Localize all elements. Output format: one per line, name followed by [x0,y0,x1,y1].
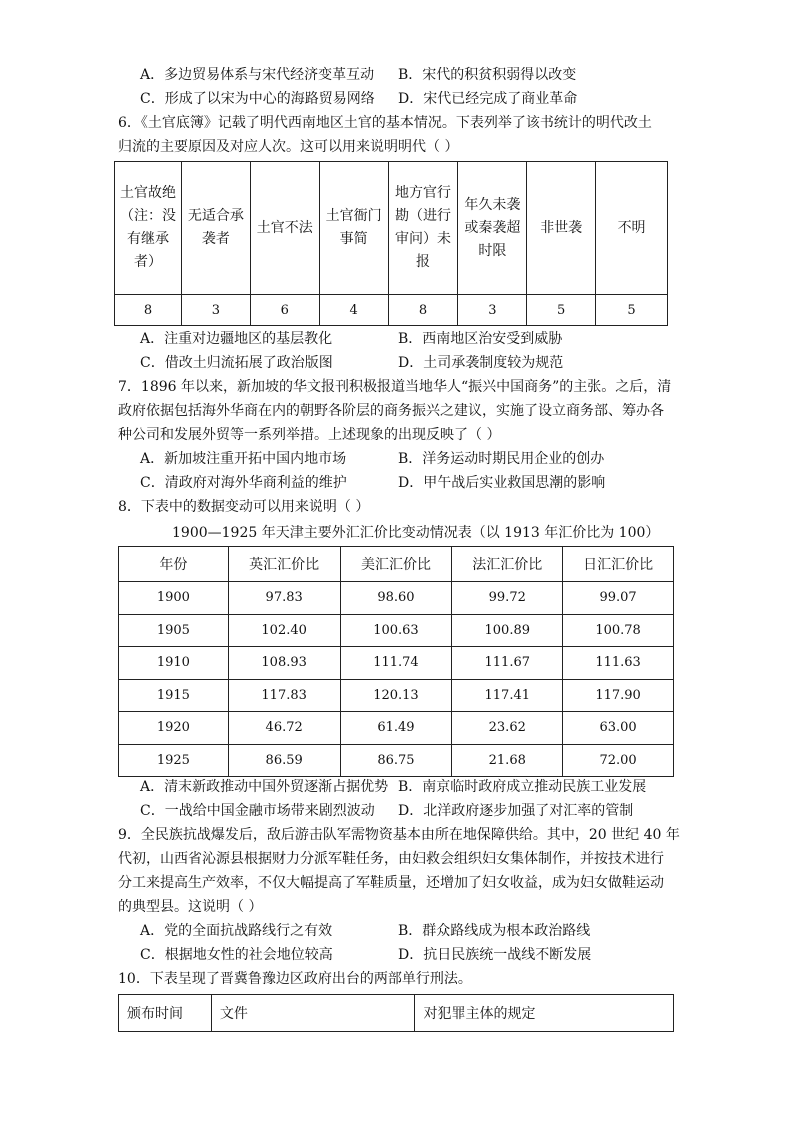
q6-option-a: A．注重对边疆地区的基层教化 [140,331,333,347]
q8-cell: 1920 [119,712,229,745]
q8-header-cell: 法汇汇价比 [452,547,563,582]
q6-option-b: B．西南地区治安受到威胁 [398,331,563,347]
q5-option-a: A．多边贸易体系与宋代经济变革互动 [140,67,375,83]
table-row [119,647,674,680]
q8-cell: 100.63 [340,614,452,647]
q5-option-d: D．宋代已经完成了商业革命 [398,91,578,107]
q8-cell: 98.60 [340,582,452,615]
q8-cell: 1900 [119,582,229,615]
q8-cell: 86.75 [340,744,452,777]
q8-cell: 117.90 [563,679,674,712]
q6-header-cell: 地方官行勘（进行审问）未报 [388,162,458,295]
q9-stem-line4: 的典型县。这说明（ ） [118,899,263,915]
q8-cell: 99.07 [563,582,674,615]
q9-stem-line1: 9．全民族抗战爆发后，敌后游击队军需物资基本由所在地保障供给。其中，20 世纪 40 年 [118,827,680,843]
q6-option-c: C．借改土归流拓展了政治版图 [140,355,333,371]
q10-header-cell: 文件 [211,995,415,1032]
table-row [119,744,674,777]
q6-table-header-row [115,162,668,295]
q7-option-b: B．洋务运动时期民用企业的创办 [398,451,605,467]
q9-stem-line3: 分工来提高生产效率，不仅大幅提高了军鞋质量，还增加了妇女收益，成为妇女做鞋运动 [118,875,664,891]
q8-cell: 46.72 [228,712,340,745]
q6-value-cell: 3 [181,295,250,326]
q8-cell: 111.74 [340,647,452,680]
q8-cell: 97.83 [228,582,340,615]
q10-table [118,994,674,1032]
q8-header-cell: 日汇汇价比 [563,547,674,582]
q6-value-cell: 8 [115,295,182,326]
q8-option-c: C．一战给中国金融市场带来剧烈波动 [140,803,375,819]
q6-table-value-row [115,295,668,326]
q8-header-cell: 美汇汇价比 [340,547,452,582]
q8-header-cell: 年份 [119,547,229,582]
q6-value-cell: 5 [596,295,668,326]
q6-header-cell: 土官不法 [250,162,319,295]
q8-cell: 72.00 [563,744,674,777]
q6-stem-line1: 6．《土官底簿》记载了明代西南地区土官的基本情况。下表列举了该书统计的明代改土 [118,115,652,131]
q8-cell: 61.49 [340,712,452,745]
q6-stem-line2: 归流的主要原因及对应人次。这可以用来说明明代（ ） [118,139,459,155]
q10-header-cell: 对犯罪主体的规定 [415,995,674,1032]
table-row [119,614,674,647]
q8-stem-line1: 8．下表中的数据变动可以用来说明（ ） [118,499,370,515]
q6-header-cell: 无适合承袭者 [181,162,250,295]
q8-cell: 99.72 [452,582,563,615]
q8-cell: 117.83 [228,679,340,712]
q9-option-c: C．根据地女性的社会地位较高 [140,947,333,963]
q10-stem-line1: 10．下表呈现了晋冀鲁豫边区政府出台的两部单行刑法。 [118,971,472,987]
q6-header-cell: 年久未袭或秦袭超时限 [458,162,527,295]
q6-table [114,161,668,326]
q8-cell: 120.13 [340,679,452,712]
q6-value-cell: 5 [527,295,596,326]
q6-value-cell: 3 [458,295,527,326]
q7-stem-line1: 7．1896 年以来，新加坡的华文报刊积极报道当地华人“振兴中国商务”的主张。之后，清 [118,379,672,395]
q7-option-d: D．甲午战后实业救国思潮的影响 [398,475,606,491]
q8-cell: 100.89 [452,614,563,647]
q6-option-d: D．土司承袭制度较为规范 [398,355,564,371]
q8-cell: 23.62 [452,712,563,745]
q8-option-d: D．北洋政府逐步加强了对汇率的管制 [398,803,634,819]
q8-header-cell: 英汇汇价比 [228,547,340,582]
q10-header-cell: 颁布时间 [119,995,212,1032]
q8-cell: 108.93 [228,647,340,680]
q8-option-a: A．清末新政推动中国外贸逐渐占据优势 [140,779,389,795]
q8-cell: 21.68 [452,744,563,777]
q8-option-b: B．南京临时政府成立推动民族工业发展 [398,779,647,795]
q8-cell: 102.40 [228,614,340,647]
q6-value-cell: 8 [388,295,458,326]
q8-cell: 86.59 [228,744,340,777]
q6-header-cell: 土官故绝（注：没有继承者） [115,162,182,295]
q8-cell: 1925 [119,744,229,777]
q7-option-a: A．新加坡注重开拓中国内地市场 [140,451,347,467]
q8-cell: 100.78 [563,614,674,647]
q8-cell: 1915 [119,679,229,712]
q7-option-c: C．清政府对海外华商利益的维护 [140,475,347,491]
q9-option-d: D．抗日民族统一战线不断发展 [398,947,592,963]
table-row [119,712,674,745]
q6-value-cell: 6 [250,295,319,326]
q8-cell: 117.41 [452,679,563,712]
q6-header-cell: 不明 [596,162,668,295]
q7-stem-line2: 政府依据包括海外华商在内的朝野各阶层的商务振兴之建议，实施了设立商务部、筹办各 [118,403,664,419]
q9-stem-line2: 代初，山西省沁源县根据财力分派军鞋任务，由妇救会组织妇女集体制作，并按技术进行 [118,851,664,867]
q8-cell: 1910 [119,647,229,680]
q10-table-header-row [119,995,674,1032]
q9-option-a: A．党的全面抗战路线行之有效 [140,923,333,939]
table-row [119,582,674,615]
q8-cell: 111.63 [563,647,674,680]
q6-header-cell: 土官衙门事简 [319,162,388,295]
table-row [119,679,674,712]
q8-cell: 1905 [119,614,229,647]
q5-option-c: C．形成了以宋为中心的海路贸易网络 [140,91,375,107]
q8-table-header-row [119,547,674,582]
q8-table-caption: 1900—1925 年天津主要外汇汇价比变动情况表（以 1913 年汇价比为 100） [172,525,660,541]
q8-table [118,546,674,777]
q8-cell: 111.67 [452,647,563,680]
q6-value-cell: 4 [319,295,388,326]
q8-cell: 63.00 [563,712,674,745]
q5-option-b: B．宋代的积贫积弱得以改变 [398,67,577,83]
q7-stem-line3: 种公司和发展外贸等一系列举措。上述现象的出现反映了（ ） [118,427,501,443]
q6-header-cell: 非世袭 [527,162,596,295]
q9-option-b: B．群众路线成为根本政治路线 [398,923,591,939]
